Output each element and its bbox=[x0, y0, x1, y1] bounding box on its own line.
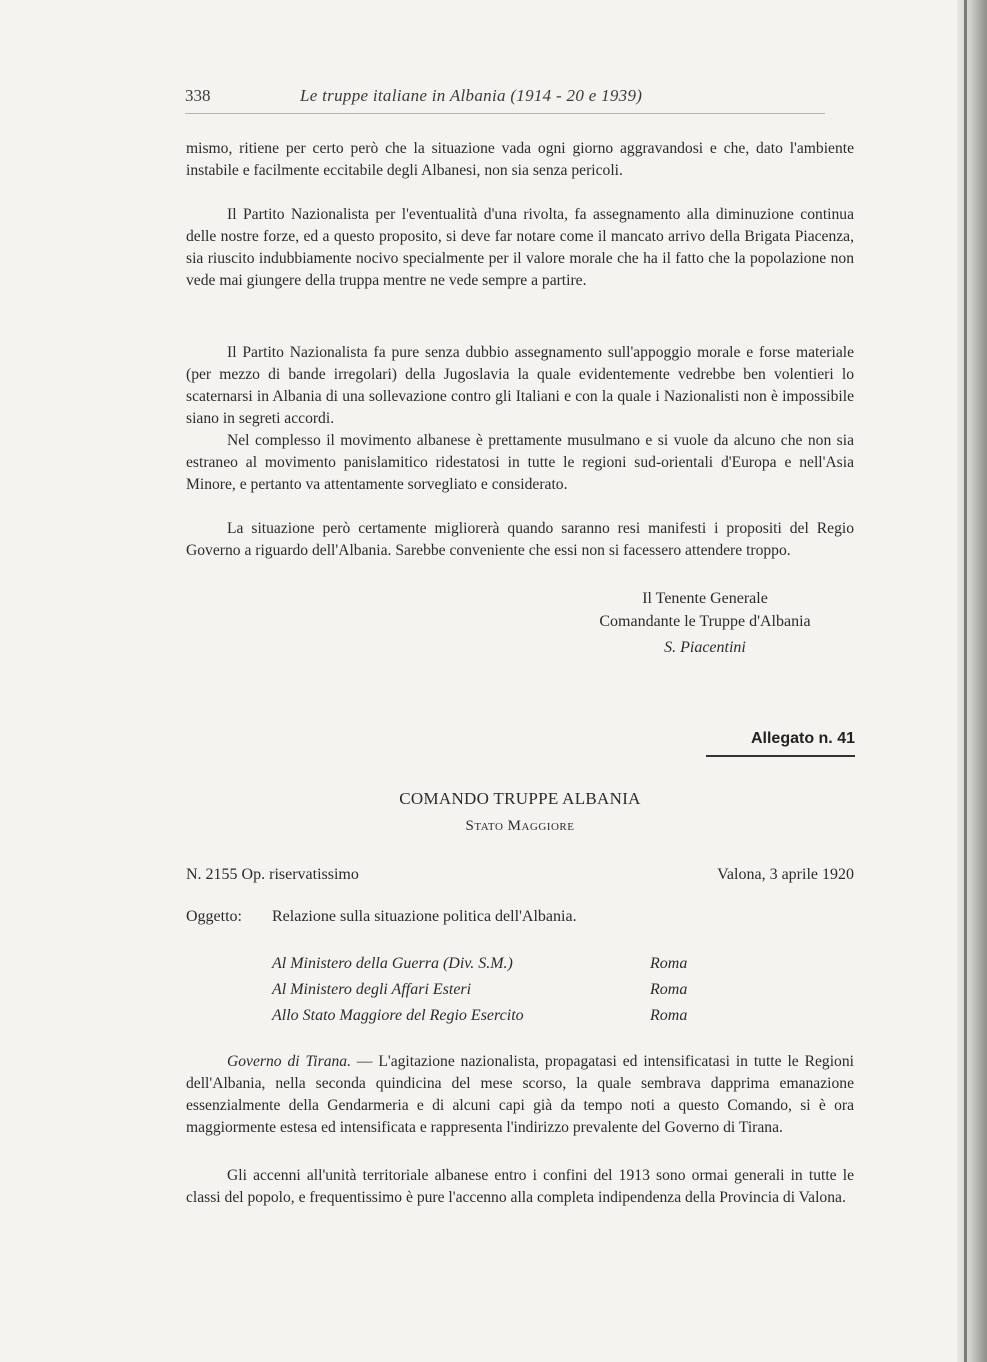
running-title: Le truppe italiane in Albania (1914 - 20 e 1939) bbox=[300, 86, 643, 105]
recipient-row bbox=[272, 978, 702, 1002]
scan-edge-line bbox=[964, 0, 967, 1362]
recipient-name: Al Ministero degli Affari Esteri bbox=[272, 981, 472, 998]
paragraph-complesso: Nel complesso il movimento albanese è prettamente musulmano e si vuole da alcuno che non sia estraneo al movimento panislamitico ridestatosi in tutte le regioni sud-orientali d'Europa e nell'Asia Minore, e pertanto va attentamente sorvegliato e considerato. bbox=[186, 432, 854, 493]
recipient-row bbox=[272, 952, 702, 976]
allegato-underline bbox=[706, 755, 855, 757]
place-date: Valona, 3 aprile 1920 bbox=[717, 866, 854, 883]
paragraph-continuation: mismo, ritiene per certo però che la situazione vada ogni giorno aggravandosi e che, dato l'ambiente instabile e facilmente eccitabile degli Albanesi, non sia senza pericoli. bbox=[186, 140, 854, 179]
office-heading: Stato Maggiore bbox=[465, 818, 575, 834]
recipient-city: Roma bbox=[650, 1007, 688, 1024]
recipient-city: Roma bbox=[650, 955, 688, 972]
signature-role: Comandante le Truppe d'Albania bbox=[599, 613, 811, 630]
allegato-label: Allegato n. 41 bbox=[750, 730, 855, 747]
body-paragraph-text: — L'agitazione nazionalista, propagatasi ed intensificatasi in tutte le Regioni dell'Albania, nella seconda quindicina del mese scorso, la quale sembrava dapprima emanazione essenzialmente della Gendarmeria e di alcuni capi già da tempo noti a questo Comando, si è ora maggiormente estesa ed intensificata e rappresenta l'indirizzo prevalente del Governo di Tirana. bbox=[186, 1053, 854, 1136]
recipient-row bbox=[272, 1004, 702, 1028]
protocol-number: N. 2155 Op. riservatissimo bbox=[186, 866, 359, 883]
header-rule bbox=[185, 113, 825, 114]
paragraph-partito-1: Il Partito Nazionalista per l'eventualità d'una rivolta, fa assegnamento alla diminuzione continua delle nostre forze, ed a questo proposito, si deve far notare come il mancato arrivo della Brigata Piacenza, sia riuscito indubbiamente nocivo specialmente per il valore morale che ha il fatto che la popolazione non vede mai giungere della truppa mentre ne vede sempre a partire. bbox=[186, 206, 854, 289]
body-paragraph-accenni: Gli accenni all'unità territoriale albanese entro i confini del 1913 sono ormai generali in tutte le classi del popolo, e frequentissimo è pure l'accenno alla completa indipendenza della Provincia di Valona. bbox=[186, 1167, 854, 1206]
signature-name: S. Piacentini bbox=[664, 639, 746, 656]
command-heading: COMANDO TRUPPE ALBANIA bbox=[399, 789, 641, 808]
recipient-name: Al Ministero della Guerra (Div. S.M.) bbox=[272, 955, 513, 972]
scan-edge-shadow bbox=[957, 0, 987, 1362]
body-lead-heading: Governo di Tirana. bbox=[227, 1053, 351, 1070]
subject-text: Relazione sulla situazione politica dell'Albania. bbox=[272, 908, 577, 925]
paragraph-partito-2: Il Partito Nazionalista fa pure senza dubbio assegnamento sull'appoggio morale e forse materiale (per mezzo di bande irregolari) della Jugoslavia la quale evidentemente vedrebbe ben volentieri lo scaternarsi in Albania di una sollevazione contro gli Italiani e con la quale i Nazionalisti non è impossibile siano in segreti accordi. bbox=[186, 344, 854, 427]
recipient-city: Roma bbox=[650, 981, 688, 998]
paragraph-situazione: La situazione però certamente migliorerà quando saranno resi manifesti i propositi del Regio Governo a riguardo dell'Albania. Sarebbe conveniente che essi non si facessero attendere troppo. bbox=[186, 520, 854, 559]
body-paragraph-tirana bbox=[186, 1051, 854, 1139]
recipient-name: Allo Stato Maggiore del Regio Esercito bbox=[272, 1007, 524, 1024]
running-header bbox=[185, 86, 855, 110]
page-number: 338 bbox=[185, 86, 211, 105]
subject-label: Oggetto: bbox=[186, 908, 242, 925]
signature-rank: Il Tenente Generale bbox=[642, 590, 768, 607]
